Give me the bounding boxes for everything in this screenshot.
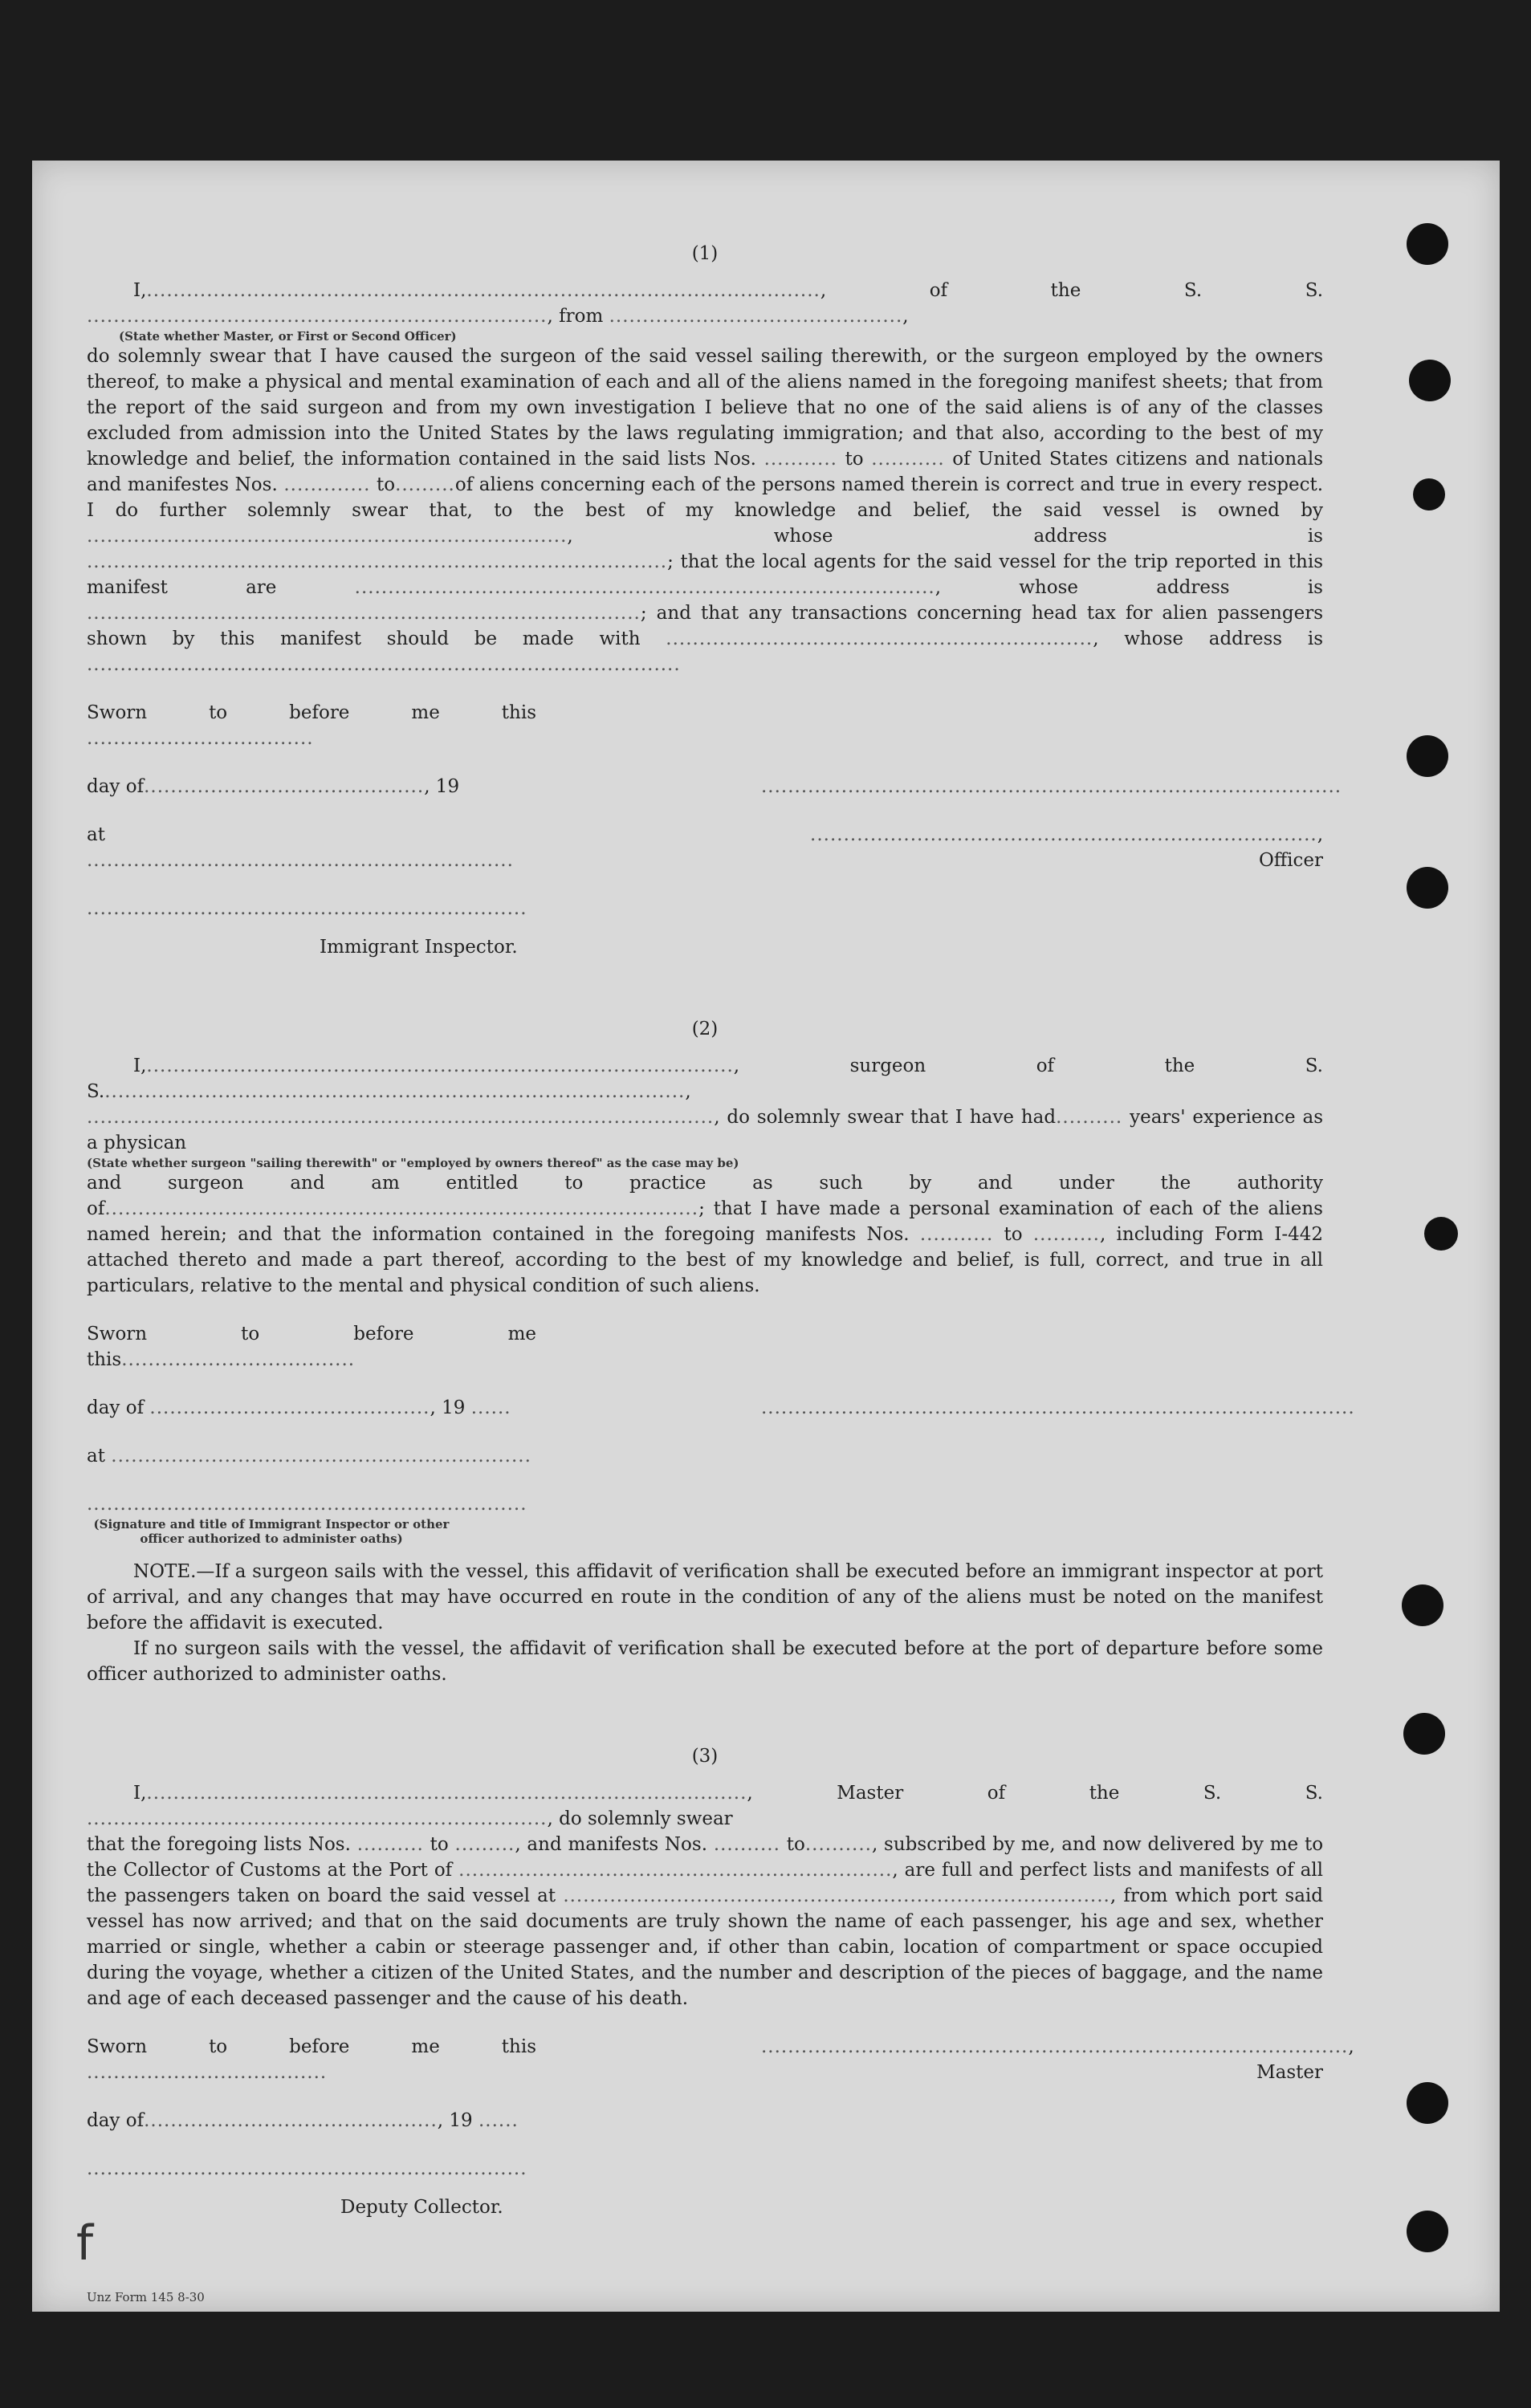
punch-hole bbox=[1403, 1713, 1445, 1755]
day-of-label: day of bbox=[87, 2110, 145, 2131]
oath-body: and surgeon and am entitled to practice as such by and under the authority of.........................................................................................; that I have made a personal examination of each of the aliens named herein; and that the information contained in the foregoing manifests Nos. ........... to .........., including Form I-442 attached thereto and made a part thereof, according to the best of my knowledge and belief, is full, correct, and true in all particulars, relative to the mental and physical condition of such aliens. bbox=[87, 1173, 1323, 1296]
collector-label: Deputy Collector. bbox=[340, 2197, 503, 2218]
oath-body: do solemnly swear that I have caused the surgeon of the said vessel sailing therewith, or the surgeon employed by the owners thereof, to make a physical and mental examination of each and all of the aliens named in the foregoing manifest sheets; that from the report of the said surgeon and from my own investigation I believe that no one of the said aliens is of any of the classes excluded from admission into the United States by the laws regulating immigration; and that also, according to the best of my knowledge and belief, the information contained in the said lists Nos. ........... to ........... of United States citizens and nationals and manifestes Nos. ............. to.........of aliens concerning each of the persons named therein is correct and true in every respect. I do further solemnly swear that, to the best of my knowledge and belief, the said vessel is owned by ........................................................................, whose address is .......................................................................................; that the local agents for the said vessel for the trip reported in this manifest are ......................................................................................., whose address is ...................................................................................; and that any transactions concerning head tax for alien passengers shown by this manifest should be made with ................................................................, whose address is ......................................................................................... bbox=[87, 346, 1324, 675]
sworn-label: Sworn to before me this bbox=[87, 1324, 536, 1370]
officer-note: (State whether Master, or First or Second Officer) bbox=[119, 329, 457, 344]
year-label: , 19 bbox=[430, 1397, 466, 1418]
section-2: (2) I,........................................................................................, surgeon of the S. S........................................................................................, .............................................................................................., do solemnly swear that I have had.......... years' experience as a physican (State whether surgeon "sailing therewith" or "employed by owners thereof" as the case may be) and surgeon and am entitled to practice as such by and under the authority of.........................................................................................; that I have made a personal examination of each of the aliens named herein; and that the information contained in the foregoing manifests Nos. ........... to .........., including Form I-442 attached thereto and made a part thereof, according to the best of my knowledge and belief, is full, correct, and true in all particulars, relative to the mental and physical condition of such aliens. Sworn to before me this................................... day of .........................................., 19 ...... ......................................................................................... at ............................................................... .................................................................. (Signature and title of Immigrant Inspector or other officer authorized to administer oaths) NOTE.—If a surgeon sails with the vessel, this affidavit of verification shall be executed before an immigrant inspector at port of arrival, and any changes that may have occurred en route in the condition of any of the aliens must be noted on the manifest before the affidavit is executed. If no surgeon sails with the vessel, the affidavit of verification shall be executed before at the port of departure before some officer authorized to administer oaths. bbox=[87, 1016, 1323, 1687]
punch-hole bbox=[1407, 867, 1448, 909]
punch-hole bbox=[1407, 735, 1448, 777]
section-number: (3) bbox=[691, 1746, 719, 1767]
master-label: , Master bbox=[1256, 2036, 1354, 2083]
oath-line: I,........................................................................................, surgeon of the S. S........................................................................................, bbox=[87, 1056, 1323, 1102]
surgeon-note: (State whether surgeon "sailing therewith" or "employed by owners thereof" as the case may be) bbox=[87, 1156, 739, 1170]
section-number: (2) bbox=[691, 1019, 719, 1039]
oath-line: I,.........................................................................................., Master of the S. S. ....................................................................., do solemnly swear bbox=[87, 1783, 1323, 1829]
affidavit-text bbox=[87, 241, 1355, 2310]
day-of-label: day of bbox=[87, 1397, 145, 1418]
punch-hole bbox=[1407, 2211, 1448, 2252]
officer-label: , Officer bbox=[1258, 824, 1323, 871]
at-label: at bbox=[87, 1446, 105, 1466]
punch-hole bbox=[1407, 223, 1448, 265]
punch-hole bbox=[1424, 1217, 1458, 1251]
sworn-label: Sworn to before me this bbox=[87, 702, 536, 723]
oath-body: that the foregoing lists Nos. .......... to ........., and manifests Nos. .......... to.........., subscribed by me, and now delivered by me to the Collector of Customs at the Port of ................................................................., are full and perfect lists and manifests of all the passengers taken on board the said vessel at .................................................................................., from which port said vessel has now arrived; and that on the said documents are truly shown the name of each passenger, his age and sex, whether married or single, whether a cabin or steerage passenger and, if other than cabin, location of compartment or space occupied during the voyage, whether a citizen of the United States, and the number and description of the pieces of baggage, and the name and age of each deceased passenger and the cause of his death. bbox=[87, 1834, 1324, 2009]
punch-hole bbox=[1409, 360, 1451, 401]
at-label: at bbox=[87, 824, 105, 845]
section-3: (3) I,.........................................................................................., Master of the S. S. ....................................................................., do solemnly swear that the foregoing lists Nos. .......... to ........., and manifests Nos. .......... to.........., subscribed by me, and now delivered by me to the Collector of Customs at the Port of ................................................................., are full and perfect lists and manifests of all the passengers taken on board the said vessel at .................................................................................., from which port said vessel has now arrived; and that on the said documents are truly shown the name of each passenger, his age and sex, whether married or single, whether a cabin or steerage passenger and, if other than cabin, location of compartment or space occupied during the voyage, whether a citizen of the United States, and the number and description of the pieces of baggage, and the name and age of each deceased passenger and the cause of his death. Sworn to before me this .................................... ........................................................................................, Master day of............................................, 19 ...... .................................................................. Deputy Collector. bbox=[87, 1743, 1323, 2220]
inspector-label: Immigrant Inspector. bbox=[320, 937, 518, 958]
year-label: , 19 bbox=[437, 2110, 473, 2131]
oath-line: I,....................................................................................................., of the S. S. ....................................................................., from ............................................, bbox=[87, 280, 1323, 327]
handwritten-mark: f bbox=[76, 2215, 94, 2272]
note-paragraph: NOTE.—If a surgeon sails with the vessel, this affidavit of verification shall be executed before an immigrant inspector at port of arrival, and any changes that may have occurred en route in the condition of any of the aliens must be noted on the manifest before the affidavit is executed. bbox=[87, 1561, 1323, 1633]
signature-note: (Signature and title of Immigrant Inspector or other officer authorized to administer oaths) bbox=[93, 1517, 450, 1546]
document-page bbox=[32, 161, 1500, 2312]
year-label: , 19 bbox=[424, 776, 460, 797]
day-of-label: day of bbox=[87, 776, 145, 797]
oath-line-2: .............................................................................................., do solemnly swear that I have had.......... years' experience as a physican bbox=[87, 1107, 1323, 1153]
punch-hole bbox=[1407, 2082, 1448, 2124]
section-number: (1) bbox=[691, 243, 719, 264]
section-1: (1) I,....................................................................................................., of the S. S. ....................................................................., from ............................................, (State whether Master, or First or Second Officer) do solemnly swear that I have caused the surgeon of the said vessel sailing therewith, or the surgeon employed by the owners thereof, to make a physical and mental examination of each and all of the aliens named in the foregoing manifest sheets; that from the report of the said surgeon and from my own investigation I believe that no one of the said aliens is of any of the classes excluded from admission into the United States by the laws regulating immigration; and that also, according to the best of my knowledge and belief, the information contained in the said lists Nos. ........... to ........... of United States citizens and nationals and manifestes Nos. ............. to.........of aliens concerning each of the persons named therein is correct and true in every respect. I do further solemnly swear that, to the best of my knowledge and belief, the said vessel is owned by ........................................................................, whose address is .......................................................................................; that the local agents for the said vessel for the trip reported in this manifest are ......................................................................................., whose address is ...................................................................................; and that any transactions concerning head tax for alien passengers shown by this manifest should be made with ................................................................, whose address is ......................................................................................... Sworn to before me this .................................. day of.........................................., 19 ....................................................................................... at ................................................................ ............................................................................, Officer .................................................................. Immigrant Inspector. bbox=[87, 241, 1323, 960]
punch-hole bbox=[1402, 1584, 1443, 1626]
note-paragraph: If no surgeon sails with the vessel, the affidavit of verification shall be executed before at the port of departure before some officer authorized to administer oaths. bbox=[87, 1638, 1323, 1685]
sworn-label: Sworn to before me this bbox=[87, 2036, 536, 2057]
punch-hole bbox=[1413, 478, 1445, 510]
form-number: Unz Form 145 8-30 bbox=[87, 2290, 205, 2304]
